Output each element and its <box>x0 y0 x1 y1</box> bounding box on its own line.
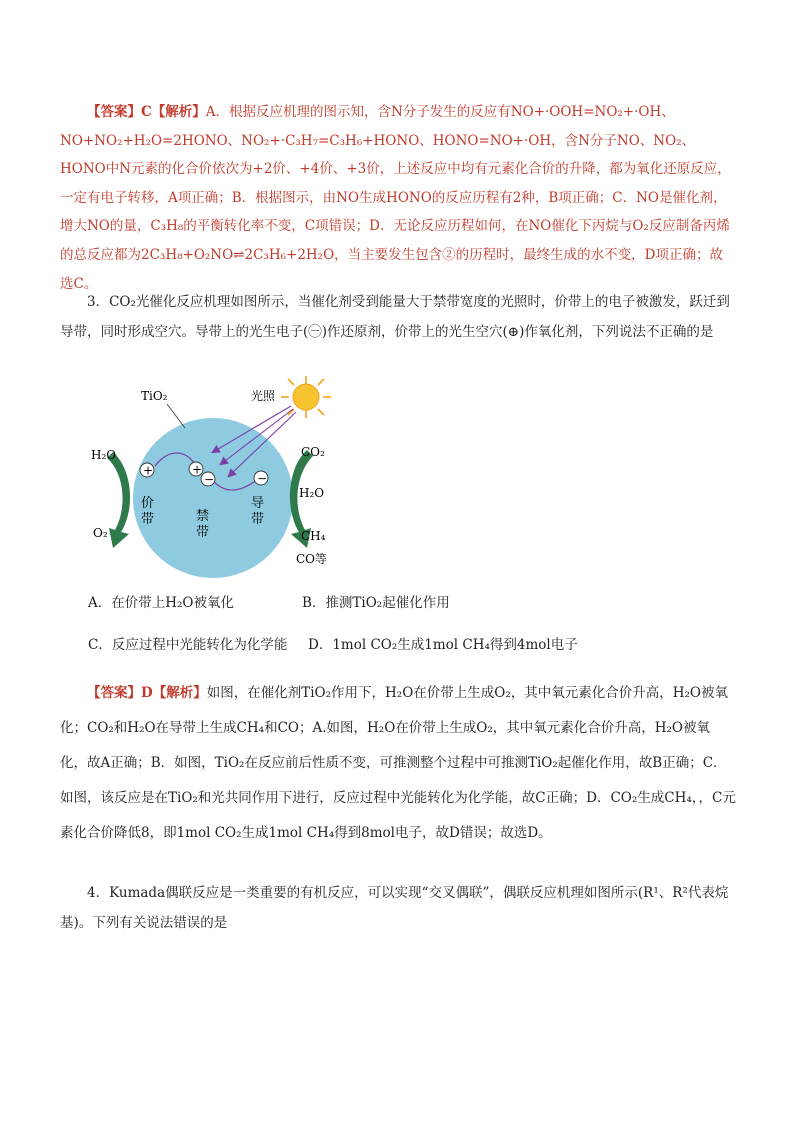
band-gap-label-1: 禁 <box>196 509 210 524</box>
svg-text:−: − <box>257 471 268 486</box>
answer-label: 【答案】D【解析】 <box>87 685 207 701</box>
answer-label: 【答案】C【解析】 <box>87 104 206 120</box>
sun-icon <box>281 376 331 418</box>
light-label: 光照 <box>251 389 276 403</box>
explanation-text: A．根据反应机理的图示知，含N分子发生的反应有NO+·OOH=NO₂+·OH、NO+NO₂+H₂O=2HONO、NO₂+·C₃H₇=C₃H₆+HONO、HONO=NO+·OH，含N分子NO、NO₂、HONO中N元素的化合价依次为+2价、+4价、+3价，上述反应中均有元素化合价的升降，都为氧化还原反应，一定有电子转移，A项正确；B．根据图示，由NO生成HONO的反应历程有2种，B项正确；C．NO是催化剂，增大NO的量，C₃H₈的平衡转化率不变，C项错误；D．无论反应历程如何，在NO催化下丙烷与O₂反应制备丙烯的总反应都为2C₃H₈+O₂NO⇌2C₃H₆+2H₂O，当主要发生包含②的历程时，最终生成的水不变，D项正确；故选C。 <box>60 104 731 292</box>
band-gap-label-2: 带 <box>196 525 210 540</box>
electron-conduction <box>254 471 268 486</box>
photocatalysis-diagram <box>85 370 445 585</box>
ch4-label: CH₄ <box>301 529 326 543</box>
option-d[interactable]: D．1mol CO₂生成1mol CH₄得到4mol电子 <box>308 637 578 653</box>
svg-text:+: + <box>192 462 203 477</box>
hole-gap <box>189 462 203 477</box>
valence-band-label-2: 带 <box>141 512 155 527</box>
hole-valence <box>140 463 154 478</box>
answer-explanation-3 <box>60 676 736 851</box>
svg-text:+: + <box>143 463 154 478</box>
h2o-left-label: H₂O <box>91 448 117 462</box>
o2-label: O₂ <box>93 526 108 540</box>
left-curved-arrow <box>107 452 130 548</box>
explanation-text: 如图，在催化剂TiO₂作用下，H₂O在价带上生成O₂，其中氧元素化合价升高，H₂O被氧化；CO₂和H₂O在导带上生成CH₄和CO；A.如图，H₂O在价带上生成O₂，其中氧元素化合价升高，H₂O被氧化，故A正确；B．如图，TiO₂在反应前后性质不变，可推测整个过程中可推测TiO₂起催化作用，故B正确；C．如图，该反应是在TiO₂和光共同作用下进行，反应过程中光能转化为化学能，故C正确；D．CO₂生成CH₄，，C元素化合价降低8，即1mol CO₂生成1mol CH₄得到8mol电子，故D错误；故选D。 <box>60 685 736 841</box>
conduction-band-label-2: 带 <box>251 512 265 527</box>
question-4-stem <box>60 878 736 938</box>
tio2-label: TiO₂ <box>141 389 168 403</box>
option-b[interactable]: B．推测TiO₂起催化作用 <box>302 595 450 611</box>
conduction-band-label-1: 导 <box>251 496 265 511</box>
electron-gap <box>201 472 215 487</box>
h2o-right-label: H₂O <box>299 486 325 500</box>
co2-label: CO₂ <box>301 445 325 459</box>
co-etc-label: CO等 <box>296 552 328 566</box>
svg-text:−: − <box>204 472 215 487</box>
question-3-stem <box>60 287 736 347</box>
option-c[interactable]: C．反应过程中光能转化为化学能 <box>88 637 288 653</box>
valence-band-label-1: 价 <box>141 496 155 511</box>
question-4-text: 4．Kumada偶联反应是一类重要的有机反应，可以实现“交叉偶联”，偶联反应机理如图所示(R¹、R²代表烷基)。下列有关说法错误的是 <box>60 885 729 931</box>
option-a[interactable]: A．在价带上H₂O被氧化 <box>88 595 235 611</box>
question-3-text: 3．CO₂光催化反应机理如图所示，当催化剂受到能量大于禁带宽度的光照时，价带上的电子被激发，跃迁到导带，同时形成空穴。导带上的光生电子(㊀)作还原剂，价带上的光生空穴(⊕)作氧化剂，下列说法不正确的是 <box>60 294 730 340</box>
catalyst-particle <box>133 418 293 578</box>
answer-explanation-2 <box>60 98 736 298</box>
